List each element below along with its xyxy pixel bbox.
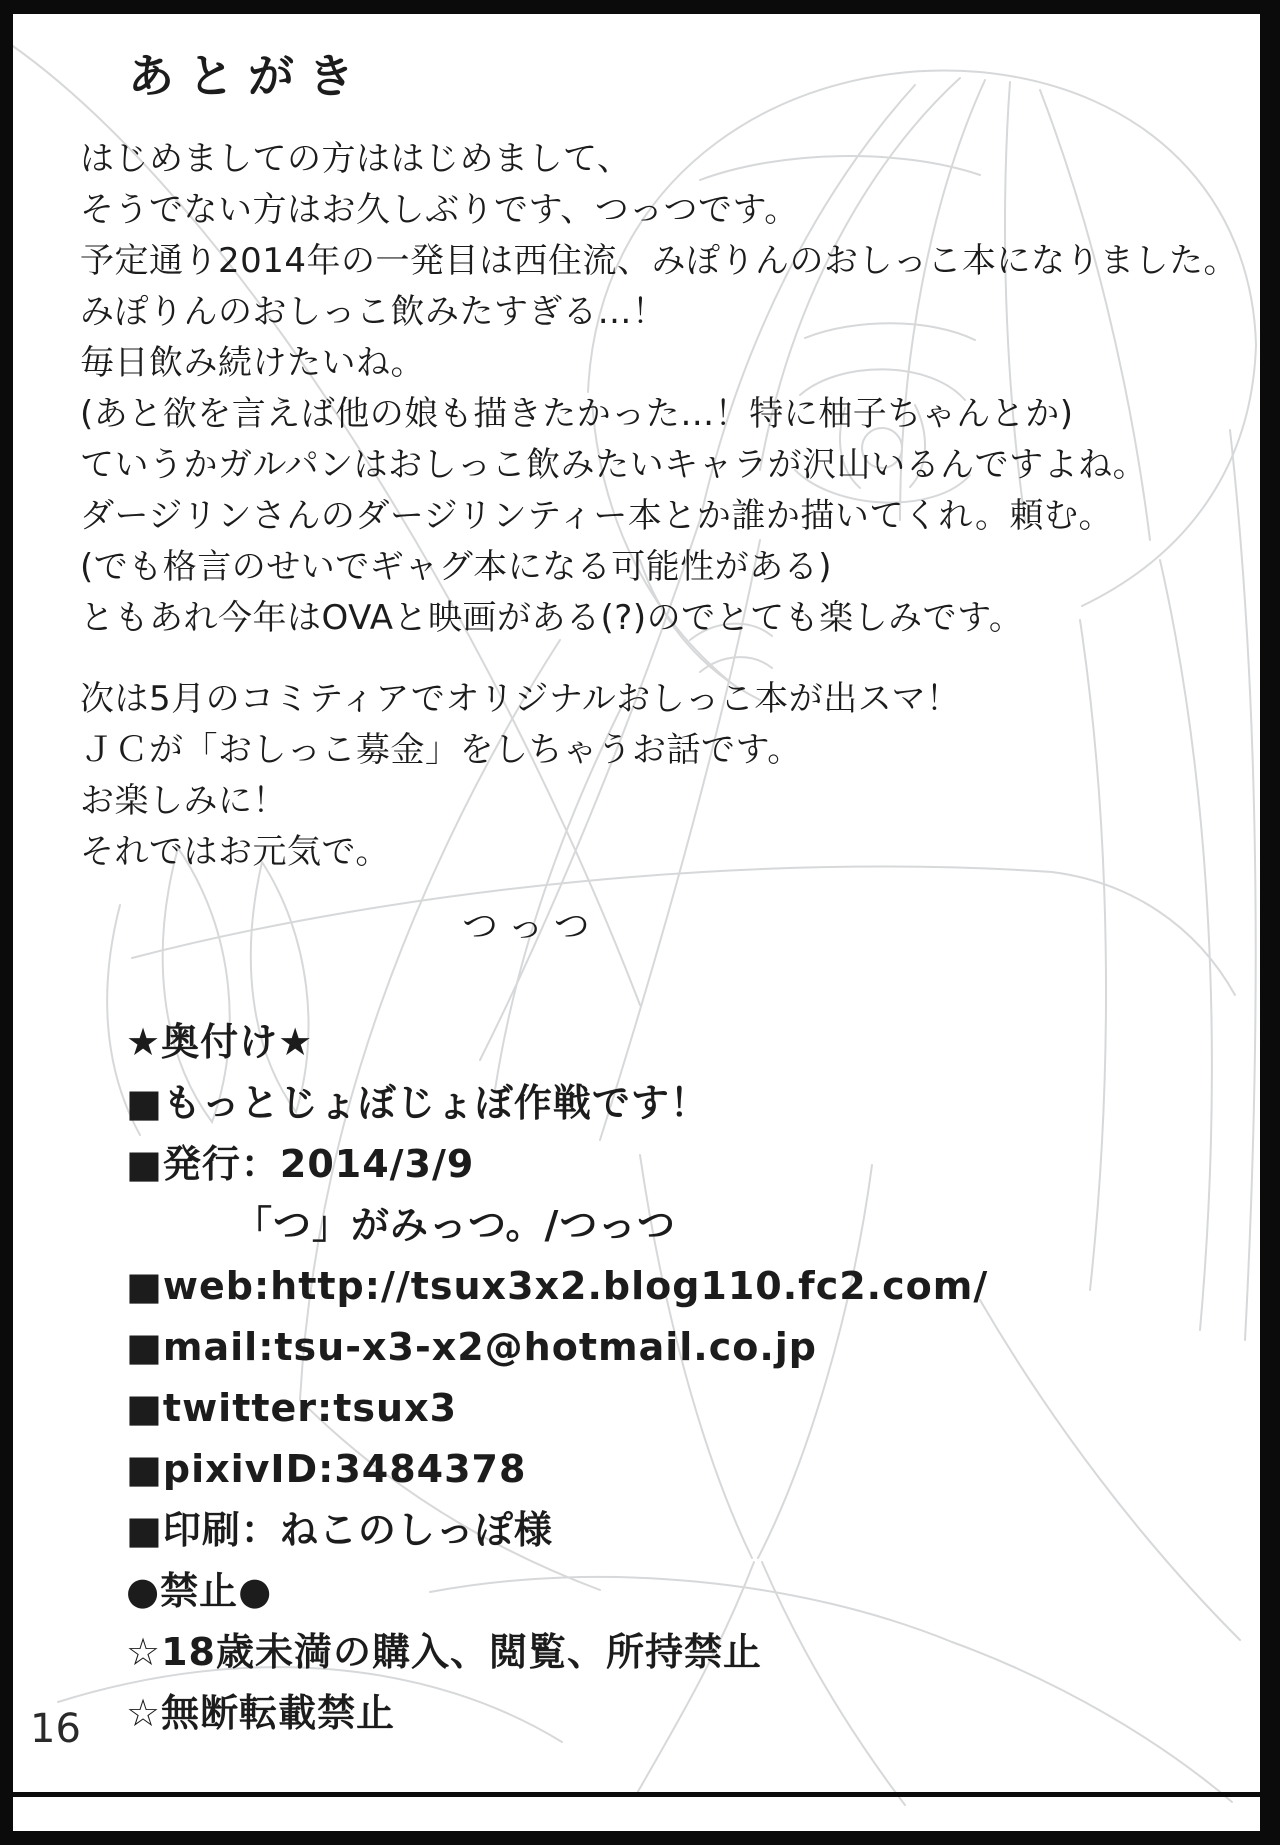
colophon-line-web: ■web:http://tsux3x2.blog110.fc2.com/ <box>126 1264 989 1308</box>
colophon-line-pixiv: ■pixivID:3484378 <box>126 1447 527 1491</box>
colophon-line-age-restriction: ☆18歳未満の購入、閲覧、所持禁止 <box>126 1630 762 1674</box>
afterword-line: みぽりんのおしっこ飲みたすぎる…！ <box>80 292 667 332</box>
colophon-line-publish-date: ■発行：2014/3/9 <box>126 1142 475 1186</box>
author-signature: つっつ <box>462 906 600 947</box>
colophon-line-book-title: ■もっとじょぼじょぼ作戦です！ <box>126 1081 709 1125</box>
afterword-line: お楽しみに！ <box>80 781 287 821</box>
page-number: 16 <box>30 1706 81 1752</box>
colophon-line-no-reprint: ☆無断転載禁止 <box>126 1691 396 1735</box>
afterword-line: ＪＣが「おしっこ募金」をしちゃうお話です。 <box>80 730 802 770</box>
afterword-line: ダージリンさんのダージリンティー本とか誰か描いてくれ。頼む。 <box>80 496 1113 536</box>
colophon-line-prohibited-header: ●禁止● <box>126 1569 273 1613</box>
afterword-line: ていうかガルパンはおしっこ飲みたいキャラが沢山いるんですよね。 <box>80 445 1148 485</box>
page-border-top <box>0 0 1280 14</box>
page-border-bottom <box>0 1831 1280 1845</box>
afterword-line: (でも格言のせいでギャグ本になる可能性がある) <box>80 547 833 587</box>
afterword-line: ともあれ今年はOVAと映画がある(?)のでとても楽しみです。 <box>80 598 1024 638</box>
afterword-line: それではお元気で。 <box>80 832 390 872</box>
colophon-line-circle-author: 「つ」がみっつ。/つっつ <box>234 1203 676 1247</box>
afterword-title: あとがき <box>128 49 368 103</box>
colophon-line-printer: ■印刷：ねこのしっぽ様 <box>126 1508 553 1552</box>
colophon-header: ★奥付け★ <box>126 1020 314 1064</box>
afterword-line: はじめましての方ははじめまして、 <box>80 139 632 179</box>
afterword-body <box>80 134 1250 878</box>
afterword-line: 予定通り2014年の一発目は西住流、みぽりんのおしっこ本になりました。 <box>80 241 1239 281</box>
colophon-line-mail: ■mail:tsu-x3-x2@hotmail.co.jp <box>126 1325 818 1369</box>
bottom-rule-line <box>13 1792 1260 1797</box>
page-border-left <box>0 0 13 1845</box>
afterword-line: 毎日飲み続けたいね。 <box>80 343 425 383</box>
afterword-line: (あと欲を言えば他の娘も描きたかった…！特に柚子ちゃんとか) <box>80 394 1074 434</box>
afterword-line: そうでない方はお久しぶりです、つっつです。 <box>80 190 799 230</box>
colophon <box>126 1012 1246 1744</box>
colophon-line-twitter: ■twitter:tsux3 <box>126 1386 458 1430</box>
page-border-right <box>1260 0 1280 1845</box>
afterword-line: 次は5月のコミティアでオリジナルおしっこ本が出スマ！ <box>80 679 961 719</box>
